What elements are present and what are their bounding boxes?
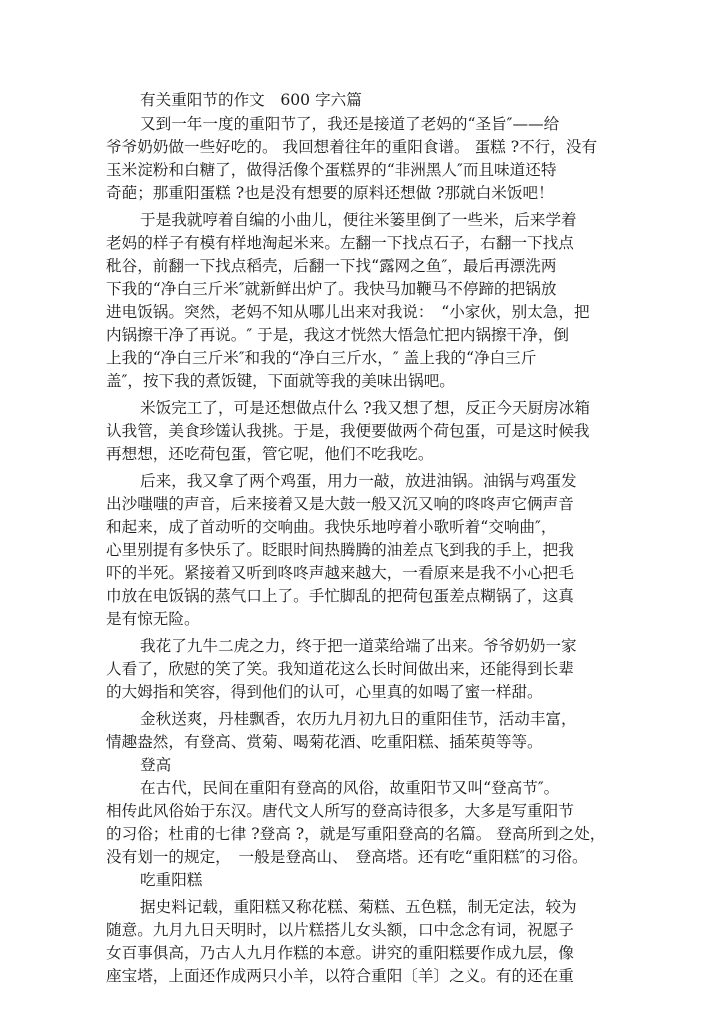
text-line: 认我管，美食珍馐认我挑。于是，我便要做两个荷包蛋，可是这时候我 xyxy=(106,422,590,440)
article-title: 有关重阳节的作文 600 字六篇 xyxy=(140,91,362,109)
text-line: 上我的“净白三斤米″和我的“净白三斤水，″ 盖上我的“净白三斤 xyxy=(106,349,537,367)
text-line: 老妈的样子有模有样地淘起米来。左翻一下找点石子，右翻一下找点 xyxy=(106,234,574,252)
text-line: 出沙嗤嗤的声音，后来接着又是大鼓一般又沉又响的咚咚声它俩声音 xyxy=(106,495,574,513)
text-line: 进电饭锅。突然，老妈不知从哪儿出来对我说： “小家伙，别太急，把 xyxy=(106,303,590,321)
text-line: 和起来，成了首动听的交响曲。我快乐地哼着小歌听着“交响曲″， xyxy=(106,518,557,536)
text-line: 内锅擦干净了再说。″ 于是，我这才恍然大悟急忙把内锅擦干净，倒 xyxy=(106,326,570,344)
text-line: 心里别提有多快乐了。眨眼时间热腾腾的油差点飞到我的手上，把我 xyxy=(106,541,574,559)
text-line: 下我的“净白三斤米″就新鲜出炉了。我快马加鞭马不停蹄的把锅放 xyxy=(106,280,557,298)
text-line: 据史料记载，重阳糕又称花糕、菊糕、五色糕，制无定法，较为 xyxy=(140,898,577,916)
text-line: 没有划一的规定， 一般是登高山、 登高塔。还有吃“重阳糕″的习俗。 xyxy=(106,848,588,866)
text-line: 随意。九月九日天明时，以片糕搭儿女头额，口中念念有词，祝愿子 xyxy=(106,921,574,939)
text-line: 盖″，按下我的煮饭键，下面就等我的美味出锅吧。 xyxy=(106,372,455,390)
text-line: 女百事俱高，乃古人九月作糕的本意。讲究的重阳糕要作成九层，像 xyxy=(106,944,574,962)
section-heading: 吃重阳糕 xyxy=(140,871,203,889)
text-line: 奇葩；那重阳蛋糕 ?也是没有想要的原料还想做 ?那就白米饭吧！ xyxy=(106,184,554,202)
text-line: 是有惊无险。 xyxy=(106,610,200,628)
text-line: 玉米淀粉和白糖了，做得活像个蛋糕界的“非洲黑人″而且味道还特 xyxy=(106,161,557,179)
text-line: 秕谷，前翻一下找点稻壳，后翻一下找“露网之鱼″，最后再漂洗两 xyxy=(106,257,557,275)
text-line: 再想想，还吃荷包蛋，管它呢，他们不吃我吃。 xyxy=(106,445,434,463)
text-line: 我花了九牛二虎之力，终于把一道菜给端了出来。爷爷奶奶一家 xyxy=(140,637,577,655)
text-line: 座宝塔，上面还作成两只小羊，以符合重阳〔羊〕之义。有的还在重 xyxy=(106,967,574,985)
text-line: 人看了，欣慰的笑了笑。我知道花这么长时间做出来，还能得到长辈 xyxy=(106,660,574,678)
text-line: 金秋送爽，丹桂飘香，农历九月初九日的重阳佳节，活动丰富， xyxy=(140,710,577,728)
text-line: 爷爷奶奶做一些好吃的。 我回想着往年的重阳食谱。 蛋糕 ?不行，没有 xyxy=(106,138,598,156)
text-line: 情趣盎然，有登高、赏菊、喝菊花酒、吃重阳糕、插茱萸等等。 xyxy=(106,733,543,751)
text-line: 的习俗；杜甫的七律 ?登高 ?，就是写重阳登高的名篇。 登高所到之处， xyxy=(106,825,606,843)
text-line: 吓的半死。紧接着又听到咚咚声越来越大，一看原来是我不小心把毛 xyxy=(106,564,574,582)
text-line: 在古代，民间在重阳有登高的风俗，故重阳节又叫“登高节″。 xyxy=(140,779,560,797)
text-line: 米饭完工了，可是还想做点什么 ?我又想了想，反正今天厨房冰箱 xyxy=(140,399,590,417)
text-line: 的大姆指和笑容，得到他们的认可，心里真的如喝了蜜一样甜。 xyxy=(106,683,543,701)
text-line: 巾放在电饭锅的蒸气口上了。手忙脚乱的把荷包蛋差点糊锅了，这真 xyxy=(106,587,574,605)
section-heading: 登高 xyxy=(140,756,172,774)
text-line: 于是我就哼着自编的小曲儿，便往米篓里倒了一些米，后来学着 xyxy=(140,211,577,229)
article-body xyxy=(106,88,626,988)
text-line: 又到一年一度的重阳节了，我还是接道了老妈的“圣旨″——给 xyxy=(140,115,560,133)
text-line: 相传此风俗始于东汉。唐代文人所写的登高诗很多，大多是写重阳节 xyxy=(106,802,574,820)
text-line: 后来，我又拿了两个鸡蛋，用力一敲，放进油锅。油锅与鸡蛋发 xyxy=(140,472,577,490)
